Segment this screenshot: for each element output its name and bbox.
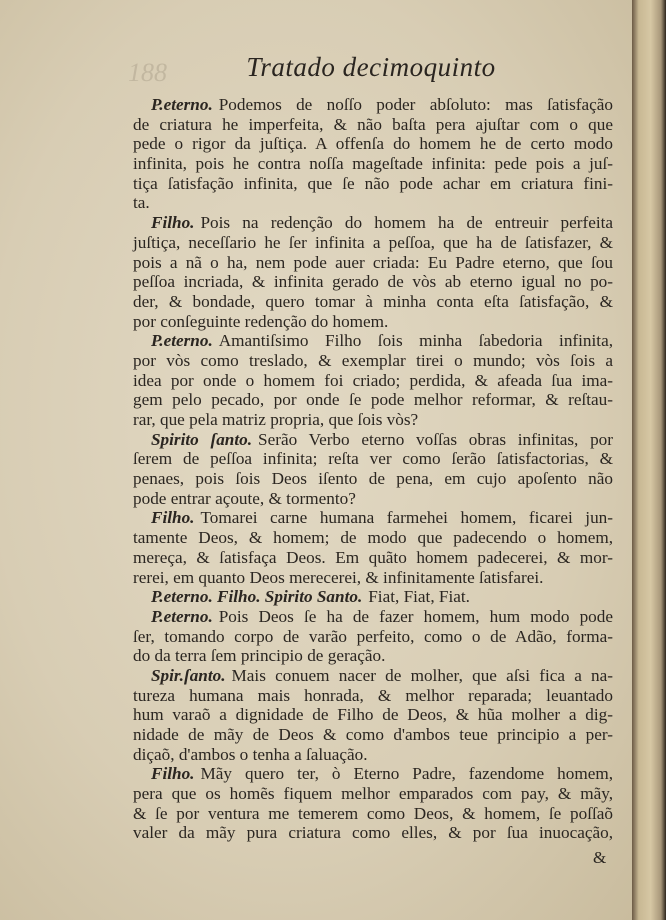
speaker-label: Filho. xyxy=(151,508,195,528)
line-text: & ſe por ventura me temerem como Deos, & homem, ſe poſſaõ xyxy=(133,803,613,823)
text-line xyxy=(133,213,613,233)
text-line xyxy=(133,745,613,765)
line-text: rerei, em quanto Deos merecerei, & infinitamente ſatisfarei. xyxy=(133,567,544,587)
line-text: ſer, tomando corpo de varão perfeito, como o de Adão, forma- xyxy=(133,626,613,646)
line-text: Serão Verbo eterno voſſas obras infinitas, por xyxy=(258,429,613,449)
text-line xyxy=(133,627,613,647)
line-text: pode entrar açoute, & tormento? xyxy=(133,488,356,508)
text-line xyxy=(133,686,613,706)
text-line xyxy=(133,804,613,824)
text-line xyxy=(133,469,613,489)
line-text: diçaõ, d'ambos o tenha a ſaluação. xyxy=(133,744,368,764)
text-line xyxy=(133,646,613,666)
text-line xyxy=(133,410,613,430)
line-text: de criatura he imperfeita, & não baſta pera ajuſtar com o que xyxy=(133,114,613,134)
text-line xyxy=(133,390,613,410)
text-line xyxy=(133,253,613,273)
running-title: Tratado decimoquinto xyxy=(246,52,496,82)
text-line xyxy=(133,725,613,745)
line-text: der, & bondade, quero tomar à minha conta eſta ſatisfação, & xyxy=(133,291,613,311)
page-number-bleedthrough: 188 xyxy=(128,58,167,87)
text-line xyxy=(133,331,613,351)
line-text: ta. xyxy=(133,193,150,213)
line-text: ſerem de peſſoa infinita; reſta ver como ſerão ſatisfactorias, & xyxy=(133,449,613,469)
line-text: juſtiça, neceſſario he ſer infinita a peſſoa, que ha de ſatisfazer, & xyxy=(133,232,613,252)
speaker-label: Filho. xyxy=(151,213,195,233)
line-text: rar, que pela matriz propria, que ſois vòs? xyxy=(133,410,419,429)
line-text: Mais conuem nacer de molher, que aſsi fica a na- xyxy=(231,665,613,685)
speaker-label: Spirito ſanto. xyxy=(151,429,253,449)
line-text: do da terra ſem principio de geração. xyxy=(133,646,386,666)
speaker-label: Filho. xyxy=(151,764,195,784)
text-line xyxy=(133,351,613,371)
page-body-text xyxy=(133,95,613,843)
text-line xyxy=(133,193,613,213)
text-line xyxy=(133,430,613,450)
catchword: & xyxy=(593,848,607,867)
text-line xyxy=(133,449,613,469)
line-text: Pois na redenção do homem ha de entreuir perfeita xyxy=(200,213,613,233)
speaker-label: Spir.ſanto. xyxy=(151,665,226,685)
line-text: penaes, pois ſois Deos iſento de pena, em cujo apoſento não xyxy=(133,469,613,489)
speaker-label: P.eterno. xyxy=(151,606,213,626)
text-line xyxy=(133,823,613,843)
text-line xyxy=(133,489,613,509)
line-text: Tomarei carne humana farmehei homem, ficarei jun- xyxy=(200,508,613,528)
line-text: Podemos de noſſo poder abſoluto: mas ſatisfação xyxy=(218,95,613,114)
text-line xyxy=(133,292,613,312)
speaker-label: P.eterno. xyxy=(151,331,213,351)
line-text: infinita, pois he contra noſſa mageſtade infinita: pede pois a juſ- xyxy=(133,154,613,174)
page-edge-binding xyxy=(632,0,666,920)
line-text: valer da mãy pura criatura como elles, & por ſua inuocação, xyxy=(133,823,613,843)
line-text: Amantiſsimo Filho ſois minha ſabedoria infinita, xyxy=(218,331,613,351)
text-line xyxy=(133,764,613,784)
line-text: peſſoa incriada, & infinita gerado de vòs ab eterno igual no po- xyxy=(133,272,613,292)
text-line xyxy=(133,587,613,607)
speaker-label: P.eterno. Filho. Spirito Santo. xyxy=(151,587,363,607)
line-text: hum varaõ a dignidade de Filho de Deos, & hũa molher a dig- xyxy=(133,705,613,725)
line-text: tureza humana mais honrada, & melhor reparada; leuantado xyxy=(133,685,613,705)
text-line xyxy=(133,115,613,135)
line-text: idea por onde o homem foi criado; perdida, & afeada ſua ima- xyxy=(133,370,613,390)
line-text: pois a nã o ha, nem pode auer criada: Eu Padre eterno, que ſou xyxy=(133,252,613,272)
text-line xyxy=(133,548,613,568)
text-line xyxy=(133,371,613,391)
line-text: pede o rigor da juſtiça. A offenſa do homem he de certo modo xyxy=(133,134,613,154)
text-line xyxy=(133,174,613,194)
line-text: mereça, & ſatisfaça Deos. Em quãto homem padecerei, & mor- xyxy=(133,547,613,567)
line-text: Fiat, Fiat, Fiat. xyxy=(368,587,470,607)
line-text: tiça ſatisfação infinita, que ſe não pode achar em criatura fini- xyxy=(133,173,613,193)
line-text: pera que os homẽs fiquem melhor emparados com pay, & mãy, xyxy=(133,784,613,804)
text-line xyxy=(133,134,613,154)
text-line xyxy=(133,508,613,528)
text-line xyxy=(133,607,613,627)
speaker-label: P.eterno. xyxy=(151,95,213,114)
text-line xyxy=(133,272,613,292)
line-text: Pois Deos ſe ha de fazer homem, hum modo pode xyxy=(218,606,613,626)
text-line xyxy=(133,312,613,332)
text-line xyxy=(133,528,613,548)
text-line xyxy=(133,154,613,174)
line-text: por vòs como treslado, & exemplar tirei o mundo; vòs ſois a xyxy=(133,350,613,370)
line-text: tamente Deos, & homem; de modo que padecendo o homem, xyxy=(133,528,613,548)
text-line xyxy=(133,568,613,588)
line-text: Mãy quero ter, ò Eterno Padre, fazendome homem, xyxy=(200,764,613,784)
line-text: nidade de mãy de Deos & como d'ambos teue principio a per- xyxy=(133,725,613,744)
text-line xyxy=(133,784,613,804)
text-line xyxy=(133,705,613,725)
line-text: por conſeguinte redenção do homem. xyxy=(133,311,389,331)
text-line xyxy=(133,233,613,253)
line-text: gem pelo pecado, por onde ſe pode melhor reformar, & reſtau- xyxy=(133,390,613,410)
text-line xyxy=(133,666,613,686)
text-line xyxy=(133,95,613,115)
